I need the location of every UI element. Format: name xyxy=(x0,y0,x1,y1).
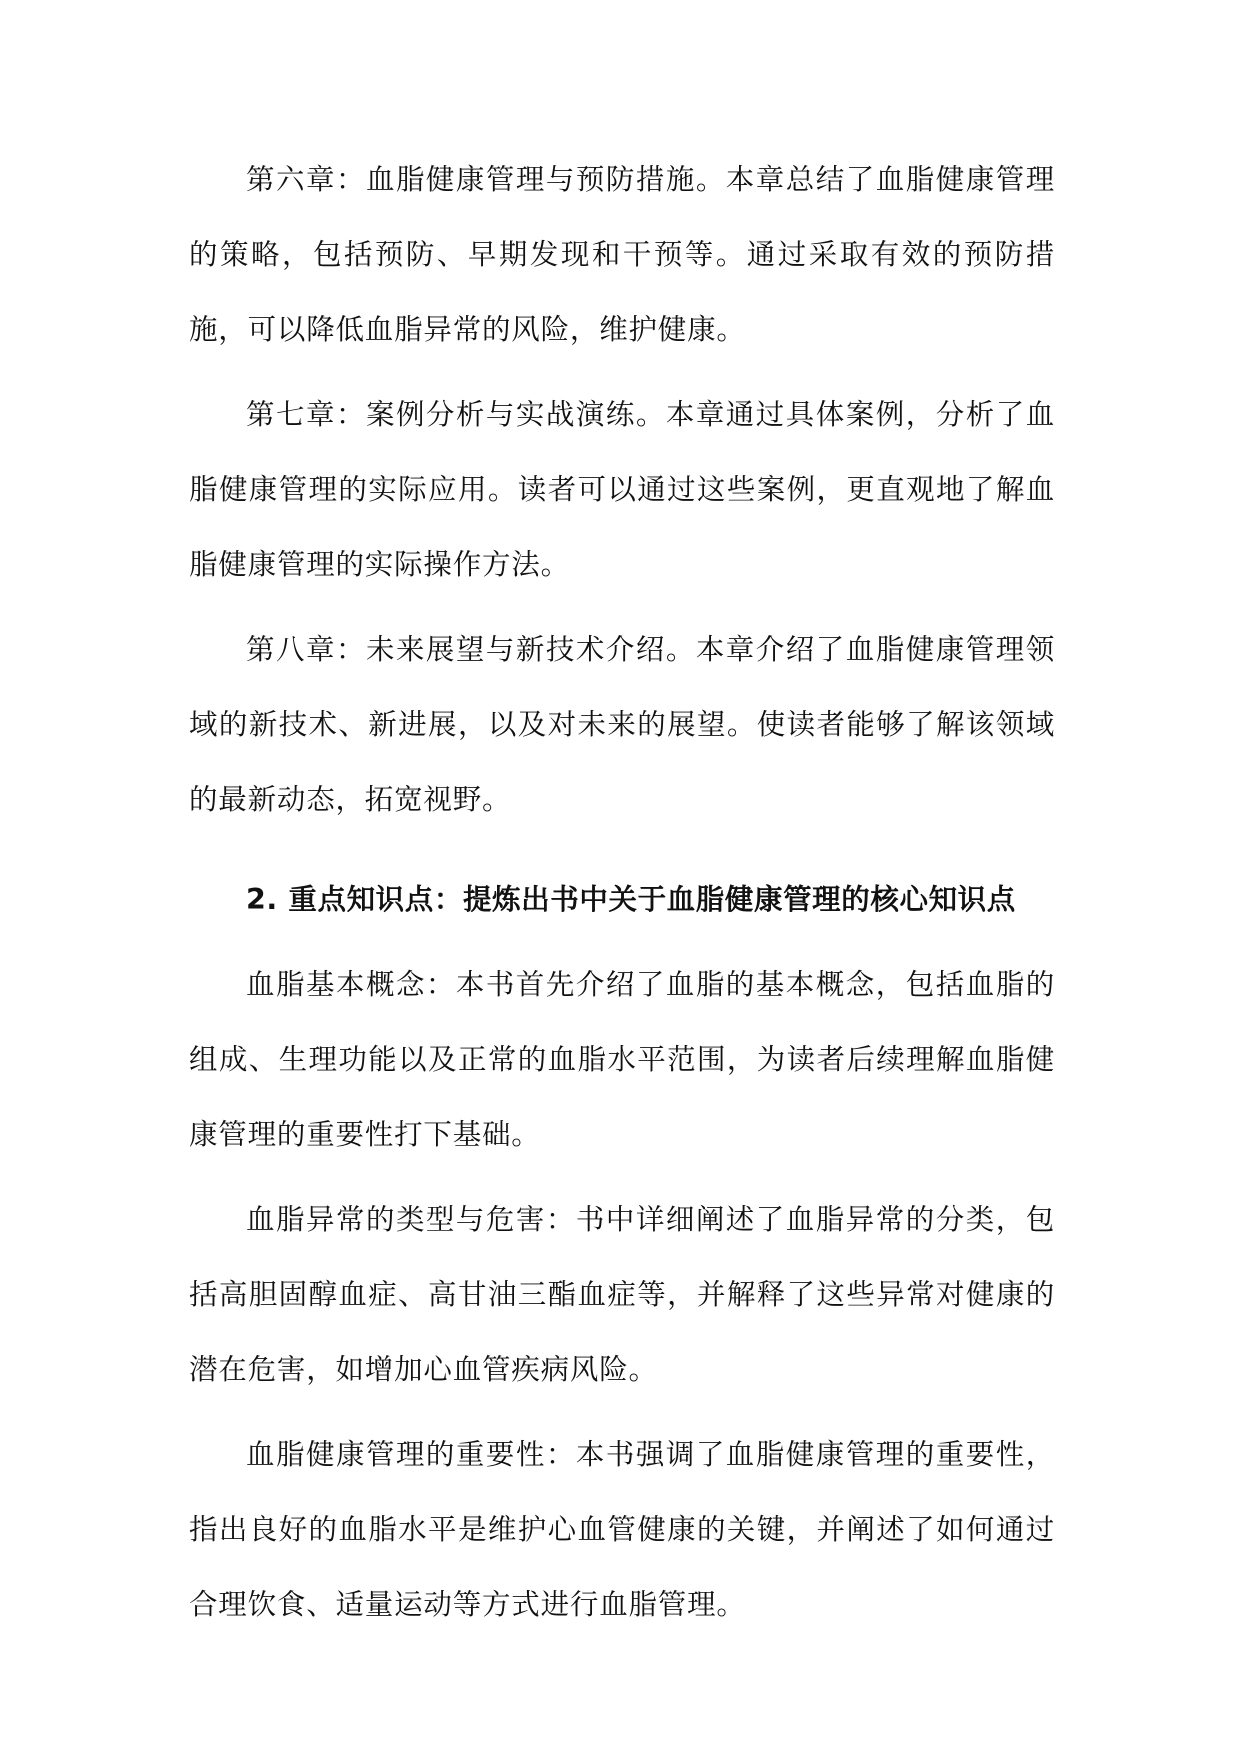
paragraph-spacer xyxy=(189,1172,1055,1182)
paragraph-spacer xyxy=(189,937,1055,947)
lipid-abnormality-paragraph: 血脂异常的类型与危害：书中详细阐述了血脂异常的分类，包括高胆固醇血症、高甘油三酯血症等，并解释了这些异常对健康的潜在危害，如增加心血管疾病风险。 xyxy=(189,1203,1055,1386)
section-heading: 2. 重点知识点：提炼出书中关于血脂健康管理的核心知识点 xyxy=(246,883,1016,916)
page-content xyxy=(189,142,1055,1642)
paragraph-spacer xyxy=(189,1407,1055,1417)
lipid-concept-paragraph: 血脂基本概念：本书首先介绍了血脂的基本概念，包括血脂的组成、生理功能以及正常的血脂水平范围，为读者后续理解血脂健康管理的重要性打下基础。 xyxy=(189,968,1055,1151)
section-spacer xyxy=(189,837,1055,862)
chapter-6-paragraph: 第六章：血脂健康管理与预防措施。本章总结了血脂健康管理的策略，包括预防、早期发现和干预等。通过采取有效的预防措施，可以降低血脂异常的风险，维护健康。 xyxy=(189,163,1055,346)
chapter-8-paragraph: 第八章：未来展望与新技术介绍。本章介绍了血脂健康管理领域的新技术、新进展，以及对未来的展望。使读者能够了解该领域的最新动态，拓宽视野。 xyxy=(189,633,1055,816)
paragraph-spacer xyxy=(189,602,1055,612)
chapter-7-paragraph: 第七章：案例分析与实战演练。本章通过具体案例，分析了血脂健康管理的实际应用。读者可以通过这些案例，更直观地了解血脂健康管理的实际操作方法。 xyxy=(189,398,1055,581)
lipid-management-importance-paragraph: 血脂健康管理的重要性：本书强调了血脂健康管理的重要性，指出良好的血脂水平是维护心血管健康的关键，并阐述了如何通过合理饮食、适量运动等方式进行血脂管理。 xyxy=(189,1438,1055,1621)
paragraph-spacer xyxy=(189,367,1055,377)
